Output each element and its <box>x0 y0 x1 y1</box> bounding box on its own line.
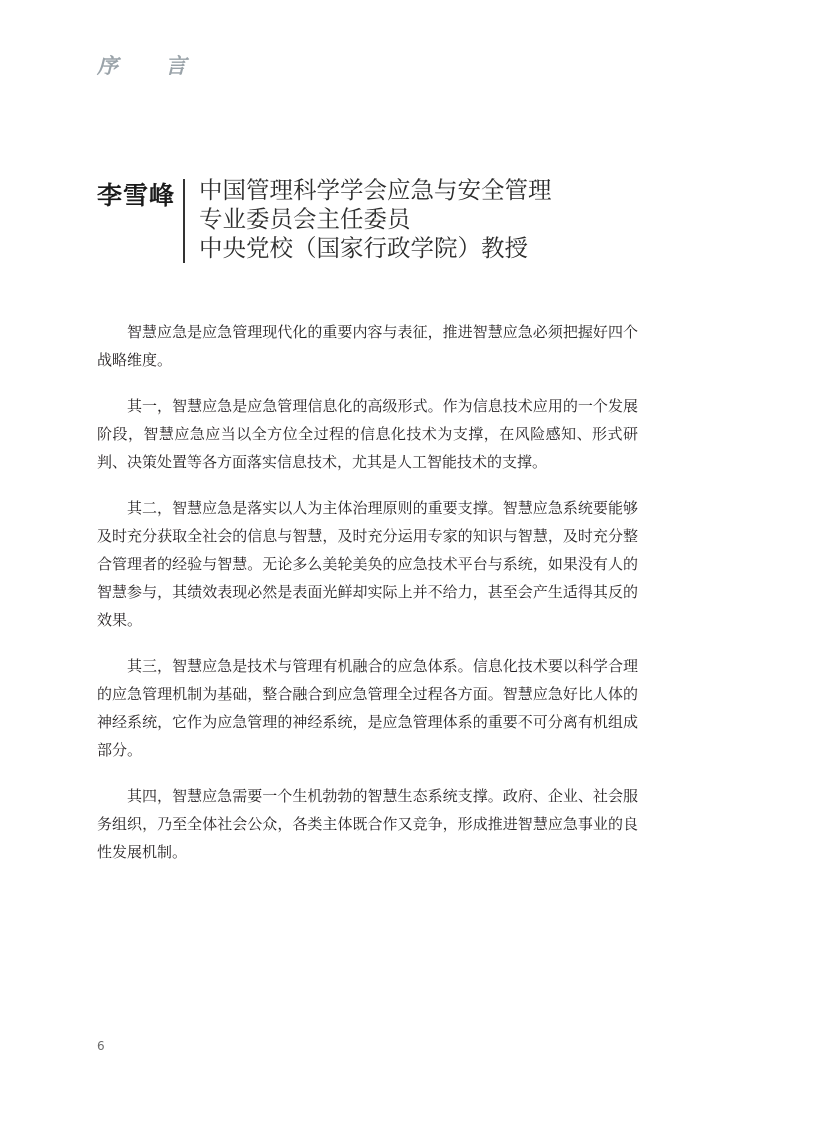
page-number: 6 <box>97 1039 105 1053</box>
paragraph: 其一，智慧应急是应急管理信息化的高级形式。作为信息技术应用的一个发展阶段，智慧应急应当以全方位全过程的信息化技术为支撑，在风险感知、形式研判、决策处置等各方面落实信息技术，尤其是人工智能技术的支撑。 <box>97 397 638 471</box>
author-divider <box>183 179 185 263</box>
author-title-line: 专业委员会主任委员 <box>199 205 411 233</box>
paragraph: 其三，智慧应急是技术与管理有机融合的应急体系。信息化技术要以科学合理的应急管理机制为基础，整合融合到应急管理全过程各方面。智慧应急好比人体的神经系统，它作为应急管理的神经系统，是应急管理体系的重要不可分离有机组成部分。 <box>97 657 638 759</box>
author-block <box>97 176 717 266</box>
author-name: 李雪峰 <box>97 181 176 210</box>
author-titles <box>199 176 699 263</box>
paragraph: 其四，智慧应急需要一个生机勃勃的智慧生态系统支撑。政府、企业、社会服务组织，乃至全体社会公众，各类主体既合作又竞争，形成推进智慧应急事业的良性发展机制。 <box>97 787 638 861</box>
author-title-line: 中国管理科学学会应急与安全管理 <box>199 176 552 204</box>
section-header: 序 言 <box>97 54 207 78</box>
paragraph: 智慧应急是应急管理现代化的重要内容与表征，推进智慧应急必须把握好四个战略维度。 <box>97 323 638 369</box>
paragraph: 其二，智慧应急是落实以人为主体治理原则的重要支撑。智慧应急系统要能够及时充分获取全社会的信息与智慧，及时充分运用专家的知识与智慧，及时充分整合管理者的经验与智慧。无论多么美轮美奂的应急技术平台与系统，如果没有人的智慧参与，其绩效表现必然是表面光鲜却实际上并不给力，甚至会产生适得其反的效果。 <box>97 499 638 629</box>
author-title-line: 中央党校（国家行政学院）教授 <box>199 234 528 262</box>
body-text <box>97 318 638 884</box>
